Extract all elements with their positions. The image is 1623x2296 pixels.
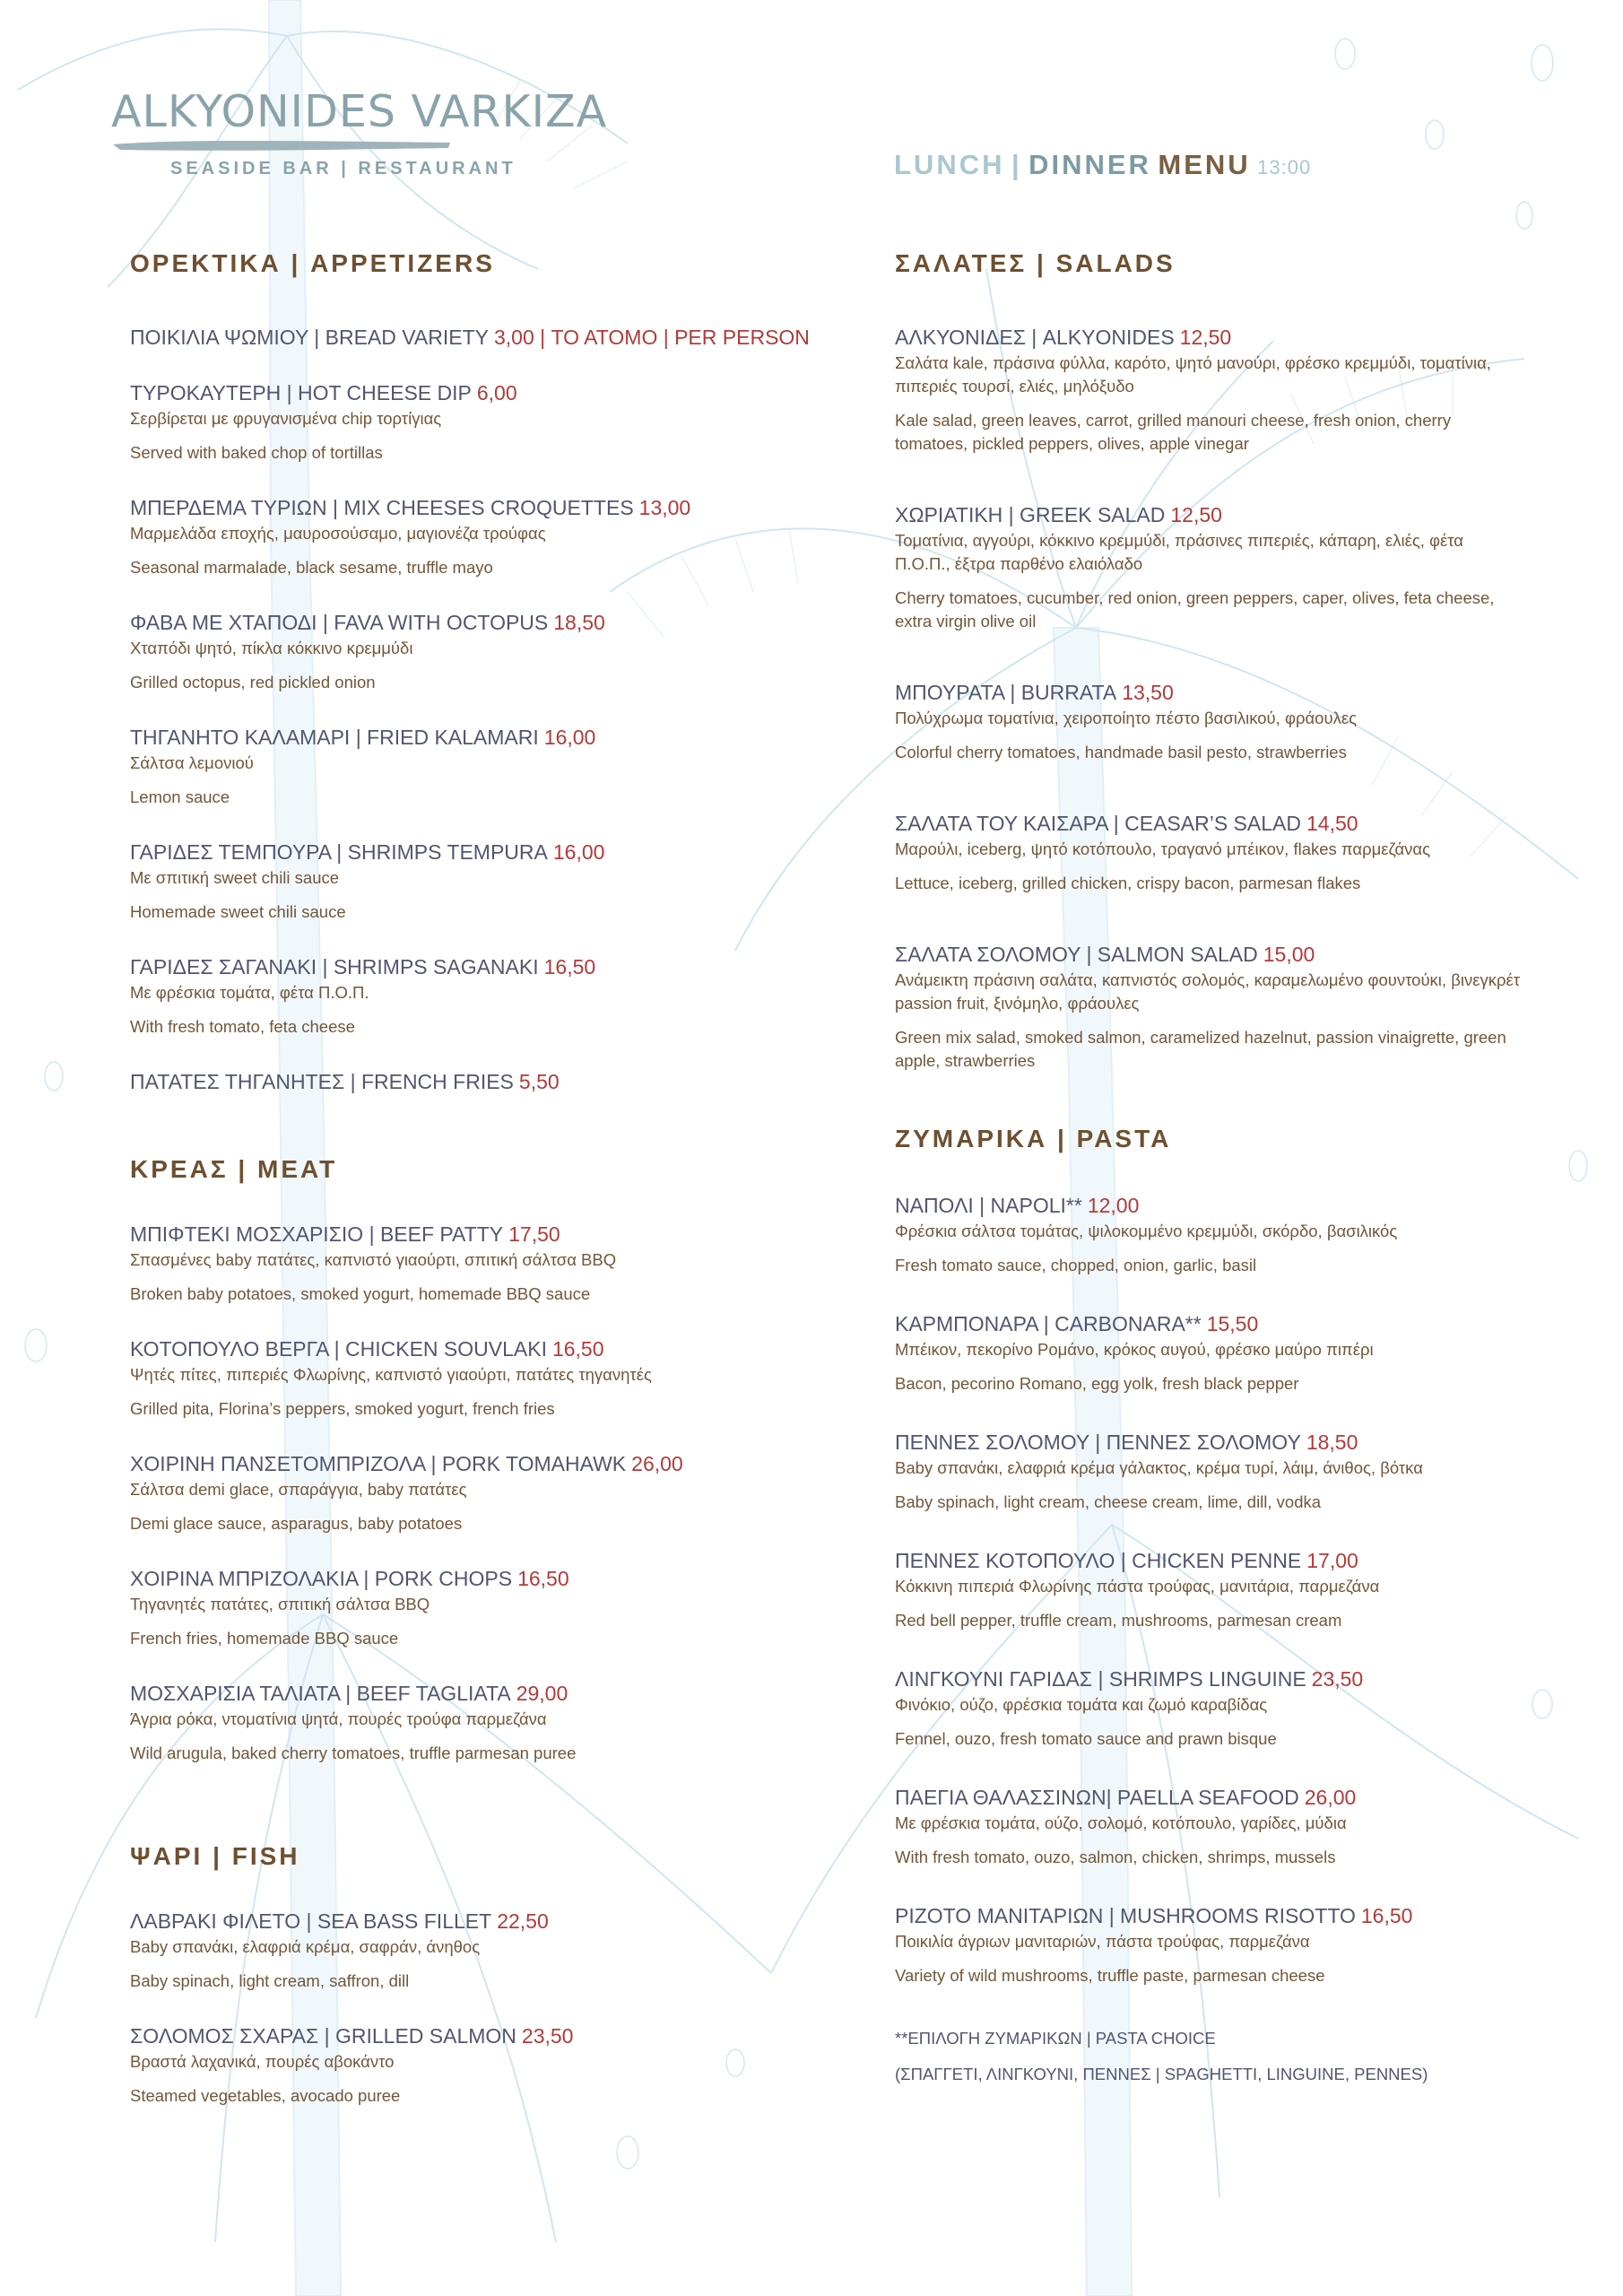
menu-item <box>895 942 1523 1073</box>
item-description-english: Seasonal marmalade, black sesame, truffle mayo <box>130 558 493 577</box>
menu-item <box>895 811 1523 895</box>
menu-item <box>895 1548 1523 1632</box>
right-column <box>895 249 1523 2086</box>
item-description-english: French fries, homemade BBQ sauce <box>130 1629 399 1648</box>
item-price: 13,00 <box>638 496 691 519</box>
menu-item <box>895 325 1523 456</box>
item-description-greek: Μαρούλι, iceberg, ψητό κοτόπουλο, τραγανό μπέικον, flakes παρμεζάνας <box>895 839 1431 858</box>
item-price: 3,00 | ΤΟ ΑΤΟΜΟ | PER PERSON <box>493 326 810 349</box>
menu-item <box>130 1909 829 1993</box>
menu-item <box>895 1903 1523 1987</box>
item-description-greek: Με σπιτική sweet chili sauce <box>130 868 340 887</box>
item-description-english: Red bell pepper, truffle cream, mushrooms, parmesan cream <box>895 1611 1342 1630</box>
item-description-english: Baby spinach, light cream, cheese cream, lime, dill, vodka <box>895 1492 1322 1511</box>
fish-section <box>130 1842 829 2108</box>
pasta-choice-options: (ΣΠΑΓΓΕΤΙ, ΛΙΝΓΚΟΥΝΙ, ΠΕΝΝΕΣ | SPAGHETTI, LINGUINE, PENNES) <box>895 2065 1428 2083</box>
item-description-english: Baby spinach, light cream, saffron, dill <box>130 1971 410 1990</box>
item-price: 18,50 <box>553 611 605 634</box>
item-name: ΜΠΟΥΡΑΤΑ | BURRATA <box>895 681 1117 704</box>
menu-item <box>130 1451 829 1535</box>
item-price: 12,50 <box>1170 503 1222 526</box>
menu-item <box>895 502 1523 633</box>
section-title-pasta: ΖΥΜΑΡΙΚΑ | PASTA <box>895 1125 1172 1152</box>
menu-item <box>895 680 1523 764</box>
meat-section <box>130 1155 829 1765</box>
item-price: 16,50 <box>517 1567 569 1590</box>
item-price: 22,50 <box>497 1909 549 1933</box>
menu-item <box>130 954 829 1039</box>
item-description-greek: Μπέικον, πεκορίνο Ρομάνο, κρόκος αυγού, φρέσκο μαύρο πιπέρι <box>895 1340 1374 1359</box>
item-price: 16,50 <box>1360 1904 1413 1927</box>
item-price: 16,50 <box>543 955 596 978</box>
brand-name: ALKYONIDES VARKIZA <box>111 86 608 137</box>
item-description-english: Homemade sweet chili sauce <box>130 902 346 921</box>
item-name: ΧΩΡΙΑΤΙΚΗ | GREEK SALAD <box>895 503 1166 526</box>
item-price: 17,00 <box>1306 1549 1358 1572</box>
item-name: ΤΗΓΑΝΗΤΟ ΚΑΛΑΜΑΡΙ | FRIED KALAMARI <box>130 726 539 749</box>
item-description-greek: Κόκκινη πιπεριά Φλωρίνης πάστα τρούφας, μανιτάρια, παρμεζάνα <box>895 1577 1380 1596</box>
item-description-greek: Φινόκιο, ούζο, φρέσκια τομάτα και ζωμό καραβίδας <box>895 1695 1268 1714</box>
brand-logo <box>111 86 608 179</box>
menu-item <box>130 725 829 809</box>
menu-item <box>130 839 829 924</box>
item-description-greek: Άγρια ρόκα, ντοματίνια ψητά, πουρές τρούφα παρμεζάνα <box>130 1709 547 1728</box>
item-description-greek: Baby σπανάκι, ελαφριά κρέμα γάλακτος, κρέμα τυρί, λάιμ, άνιθος, βότκα <box>895 1458 1423 1477</box>
item-description-english: Wild arugula, baked cherry tomatoes, truffle parmesan puree <box>130 1744 577 1762</box>
menu-item <box>130 2023 829 2108</box>
item-description-english: Demi glace sauce, asparagus, baby potatoes <box>130 1514 463 1533</box>
item-price: 13,50 <box>1122 681 1174 704</box>
item-description-english: Variety of wild mushrooms, truffle paste, parmesan cheese <box>895 1966 1325 1985</box>
item-name: ΠΕΝΝΕΣ ΣΟΛΟΜΟΥ | ΠΕΝΝΕΣ ΣΟΛΟΜΟΥ <box>895 1431 1301 1454</box>
item-name: ΠΕΝΝΕΣ ΚΟΤΟΠΟΥΛΟ | CHICKEN PENNE <box>895 1549 1302 1572</box>
item-description-greek: Με φρέσκια τομάτα, ούζο, σολομό, κοτόπουλο, γαρίδες, μύδια <box>895 1813 1347 1832</box>
item-price: 16,00 <box>543 726 596 749</box>
menu-item <box>130 1069 829 1094</box>
item-description-greek: Πολύχρωμα τοματίνια, χειροποίητο πέστο βασιλικού, φράουλες <box>895 709 1357 727</box>
item-description-english: Green mix salad, smoked salmon, caramelized hazelnut, passion vinaigrette, green apple, strawberries <box>895 1028 1506 1070</box>
item-name: ΡΙΖΟΤΟ ΜΑΝΙΤΑΡΙΩΝ | MUSHROOMS RISOTTO <box>895 1904 1356 1927</box>
section-title-meat: ΚΡΕΑΣ | MEAT <box>130 1155 338 1183</box>
item-description-english: Fresh tomato sauce, chopped, onion, garlic, basil <box>895 1256 1257 1274</box>
item-description-greek: Ψητές πίτες, πιπεριές Φλωρίνης, καπνιστό γιαούρτι, πατάτες τηγανητές <box>130 1365 652 1384</box>
item-description-greek: Σαλάτα kale, πράσινα φύλλα, καρότο, ψητό μανούρι, φρέσκο κρεμμύδι, τοματίνια, πιπεριές τουρσί, ελιές, μηλόξυδο <box>895 353 1491 396</box>
menu-item <box>130 495 829 579</box>
brush-stroke-decoration <box>111 137 452 153</box>
item-name: ΜΟΣΧΑΡΙΣΙΑ ΤΑΛΙΑΤΑ | BEEF TAGLIATA <box>130 1682 511 1705</box>
item-description-greek: Σπασμένες baby πατάτες, καπνιστό γιαούρτι, σπιτική σάλτσα BBQ <box>130 1250 617 1269</box>
item-price: 12,00 <box>1087 1194 1140 1217</box>
section-title-fish: ΨΑΡΙ | FISH <box>130 1842 300 1870</box>
item-price: 18,50 <box>1306 1431 1358 1454</box>
menu-item <box>130 1222 829 1306</box>
menu-item <box>130 380 829 465</box>
item-name: ΧΟΙΡΙΝΗ ΠΑΝΣΕΤΟΜΠΡΙΖΟΛΑ | PORK TOMAHAWK <box>130 1452 627 1475</box>
item-description-english: Fennel, ouzo, fresh tomato sauce and prawn bisque <box>895 1729 1277 1748</box>
item-description-english: Lemon sauce <box>130 787 230 806</box>
item-description-english: Cherry tomatoes, cucumber, red onion, green peppers, caper, olives, feta cheese, extra virgin olive oil <box>895 588 1495 631</box>
menu-item <box>895 1193 1523 1277</box>
item-name: ΤΥΡΟΚΑΥΤΕΡΗ | HOT CHEESE DIP <box>130 381 472 404</box>
item-description-english: With fresh tomato, ouzo, salmon, chicken, shrimps, mussels <box>895 1848 1336 1866</box>
menu-item <box>895 1311 1523 1396</box>
item-name: ΓΑΡΙΔΕΣ ΤΕΜΠΟΥΡΑ | SHRIMPS TEMPURA <box>130 840 548 864</box>
left-column <box>130 249 829 2108</box>
item-price: 14,50 <box>1306 812 1358 835</box>
menu-item <box>895 1430 1523 1514</box>
item-price: 26,00 <box>1304 1786 1357 1809</box>
menu-heading <box>894 149 1311 181</box>
item-description-greek: Τοματίνια, αγγούρι, κόκκινο κρεμμύδι, πράσινες πιπεριές, κάπαρη, ελιές, φέτα Π.Ο.Π., έξτρα παρθένο ελαιόλαδο <box>895 531 1463 573</box>
item-price: 16,00 <box>552 840 605 864</box>
item-price: 23,50 <box>1311 1667 1364 1691</box>
item-price: 29,00 <box>516 1682 568 1705</box>
item-name: ΧΟΙΡΙΝΑ ΜΠΡΙΖΟΛΑΚΙΑ | PORK CHOPS <box>130 1567 513 1590</box>
menu-item <box>895 1666 1523 1751</box>
pasta-section <box>895 1125 1523 2086</box>
item-description-greek: Με φρέσκια τομάτα, φέτα Π.Ο.Π. <box>130 983 369 1002</box>
item-description-greek: Τηγανητές πατάτες, σπιτική σάλτσα BBQ <box>130 1595 430 1613</box>
item-description-english: Grilled octopus, red pickled onion <box>130 673 376 691</box>
menu-time: 13:00 <box>1257 156 1312 178</box>
item-name: ΠΑΤΑΤΕΣ ΤΗΓΑΝΗΤΕΣ | FRENCH FRIES <box>130 1070 514 1093</box>
item-description-greek: Φρέσκια σάλτσα τομάτας, ψιλοκομμένο κρεμμύδι, σκόρδο, βασιλικός <box>895 1222 1398 1240</box>
menu-separator: | <box>1011 149 1022 180</box>
item-description-greek: Σερβίρεται με φρυγανισμένα chip τορτίγιας <box>130 409 442 428</box>
item-name: ΦΑΒΑ ΜΕ ΧΤΑΠΟΔΙ | FAVA WITH OCTOPUS <box>130 611 549 634</box>
item-description-english: Kale salad, green leaves, carrot, grilled manouri cheese, fresh onion, cherry tomatoes, pickled peppers, olives, apple vinegar <box>895 411 1452 453</box>
item-name: ΚΟΤΟΠΟΥΛΟ ΒΕΡΓΑ | CHICKEN SOUVLAKI <box>130 1337 547 1361</box>
menu-word: MENU <box>1158 149 1251 180</box>
item-description-english: Broken baby potatoes, smoked yogurt, homemade BBQ sauce <box>130 1284 591 1303</box>
brand-tagline: SEASIDE BAR | RESTAURANT <box>170 159 516 178</box>
item-name: ΣΟΛΟΜΟΣ ΣΧΑΡΑΣ | GRILLED SALMON <box>130 2024 516 2048</box>
item-name: ΠΑΕΓΙΑ ΘΑΛΑΣΣΙΝΩΝ| PAELLA SEAFOOD <box>895 1786 1299 1809</box>
item-description-english: Colorful cherry tomatoes, handmade basil pesto, strawberries <box>895 743 1347 761</box>
item-description-english: Lettuce, iceberg, grilled chicken, crispy bacon, parmesan flakes <box>895 874 1361 892</box>
item-price: 16,50 <box>551 1337 604 1361</box>
item-price: 15,00 <box>1263 943 1315 966</box>
menu-dinner-label: DINNER <box>1028 149 1151 180</box>
pasta-choice-note: **ΕΠΙΛΟΓΗ ΖΥΜΑΡΙΚΩΝ | PASTA CHOICE <box>895 2029 1216 2048</box>
item-name: ΣΑΛΑΤΑ ΣΟΛΟΜΟΥ | SALMON SALAD <box>895 943 1258 966</box>
menu-item <box>130 610 829 694</box>
menu-item <box>130 1336 829 1421</box>
item-description-greek: Σάλτσα λεμονιού <box>130 753 254 772</box>
item-name: ΛΙΝΓΚΟΥΝΙ ΓΑΡΙΔΑΣ | SHRIMPS LINGUINE <box>895 1667 1306 1691</box>
menu-item <box>130 1566 829 1650</box>
menu-item <box>130 1681 829 1765</box>
item-price: 26,00 <box>631 1452 683 1475</box>
menu-lunch-label: LUNCH <box>894 149 1005 180</box>
item-name: ΜΠΙΦΤΕΚΙ ΜΟΣΧΑΡΙΣΙΟ | BEEF PATTY <box>130 1222 504 1246</box>
item-description-greek: Σάλτσα demi glace, σπαράγγια, baby πατάτες <box>130 1480 467 1499</box>
item-description-english: Served with baked chop of tortillas <box>130 443 383 462</box>
item-description-greek: Μαρμελάδα εποχής, μαυροσούσαμο, μαγιονέζα τρούφας <box>130 524 546 543</box>
item-price: 6,00 <box>476 381 517 404</box>
section-title-appetizers: ΟΡΕΚΤΙΚΑ | APPETIZERS <box>130 249 495 277</box>
item-name: ΣΑΛΑΤΑ ΤΟΥ ΚΑΙΣΑΡΑ | CEASAR’S SALAD <box>895 812 1301 835</box>
item-price: 5,50 <box>518 1070 560 1093</box>
item-price: 15,50 <box>1206 1312 1259 1335</box>
item-description-english: Steamed vegetables, avocado puree <box>130 2086 401 2105</box>
item-description-greek: Baby σπανάκι, ελαφριά κρέμα, σαφράν, άνηθος <box>130 1937 481 1956</box>
item-description-greek: Χταπόδι ψητό, πίκλα κόκκινο κρεμμύδι <box>130 639 413 657</box>
appetizers-section <box>130 249 829 1094</box>
item-description-english: Grilled pita, Florina’s peppers, smoked yogurt, french fries <box>130 1399 555 1418</box>
item-description-greek: Ανάμεικτη πράσινη σαλάτα, καπνιστός σολομός, καραμελωμένο φουντούκι, βινεγκρέτ passion fruit, ξινόμηλο, φράουλες <box>895 970 1521 1013</box>
item-description-english: With fresh tomato, feta cheese <box>130 1017 355 1036</box>
menu-item <box>130 325 829 350</box>
item-price: 17,50 <box>508 1222 560 1246</box>
item-name: ΑΛΚΥΟΝΙΔΕΣ | ALKYONIDES <box>895 326 1175 349</box>
item-name: ΓΑΡΙΔΕΣ ΣΑΓΑΝΑΚΙ | SHRIMPS SAGANAKI <box>130 955 539 978</box>
item-description-greek: Βραστά λαχανικά, πουρές αβοκάντο <box>130 2052 395 2071</box>
item-price: 23,50 <box>521 2024 574 2048</box>
item-description-greek: Ποικιλία άγριων μανιταριών, πάστα τρούφας, παρμεζάνα <box>895 1932 1310 1951</box>
item-name: ΚΑΡΜΠΟΝΑΡΑ | CARBONARA** <box>895 1312 1202 1335</box>
item-price: 12,50 <box>1179 326 1232 349</box>
item-name: ΛΑΒΡΑΚΙ ΦΙΛΕΤΟ | SEA BASS FILLET <box>130 1909 492 1933</box>
menu-item <box>895 1785 1523 1869</box>
item-description-english: Bacon, pecorino Romano, egg yolk, fresh black pepper <box>895 1374 1299 1393</box>
item-name: ΜΠΕΡΔΕΜΑ ΤΥΡΙΩΝ | MIX CHEESES CROQUETTES <box>130 496 634 519</box>
salads-section <box>895 249 1523 1073</box>
item-name: ΠΟΙΚΙΛΙΑ ΨΩΜΙΟΥ | BREAD VARIETY <box>130 326 489 349</box>
item-name: ΝΑΠΟΛΙ | NAPOLI** <box>895 1194 1082 1217</box>
section-title-salads: ΣΑΛΑΤΕΣ | SALADS <box>895 249 1176 277</box>
